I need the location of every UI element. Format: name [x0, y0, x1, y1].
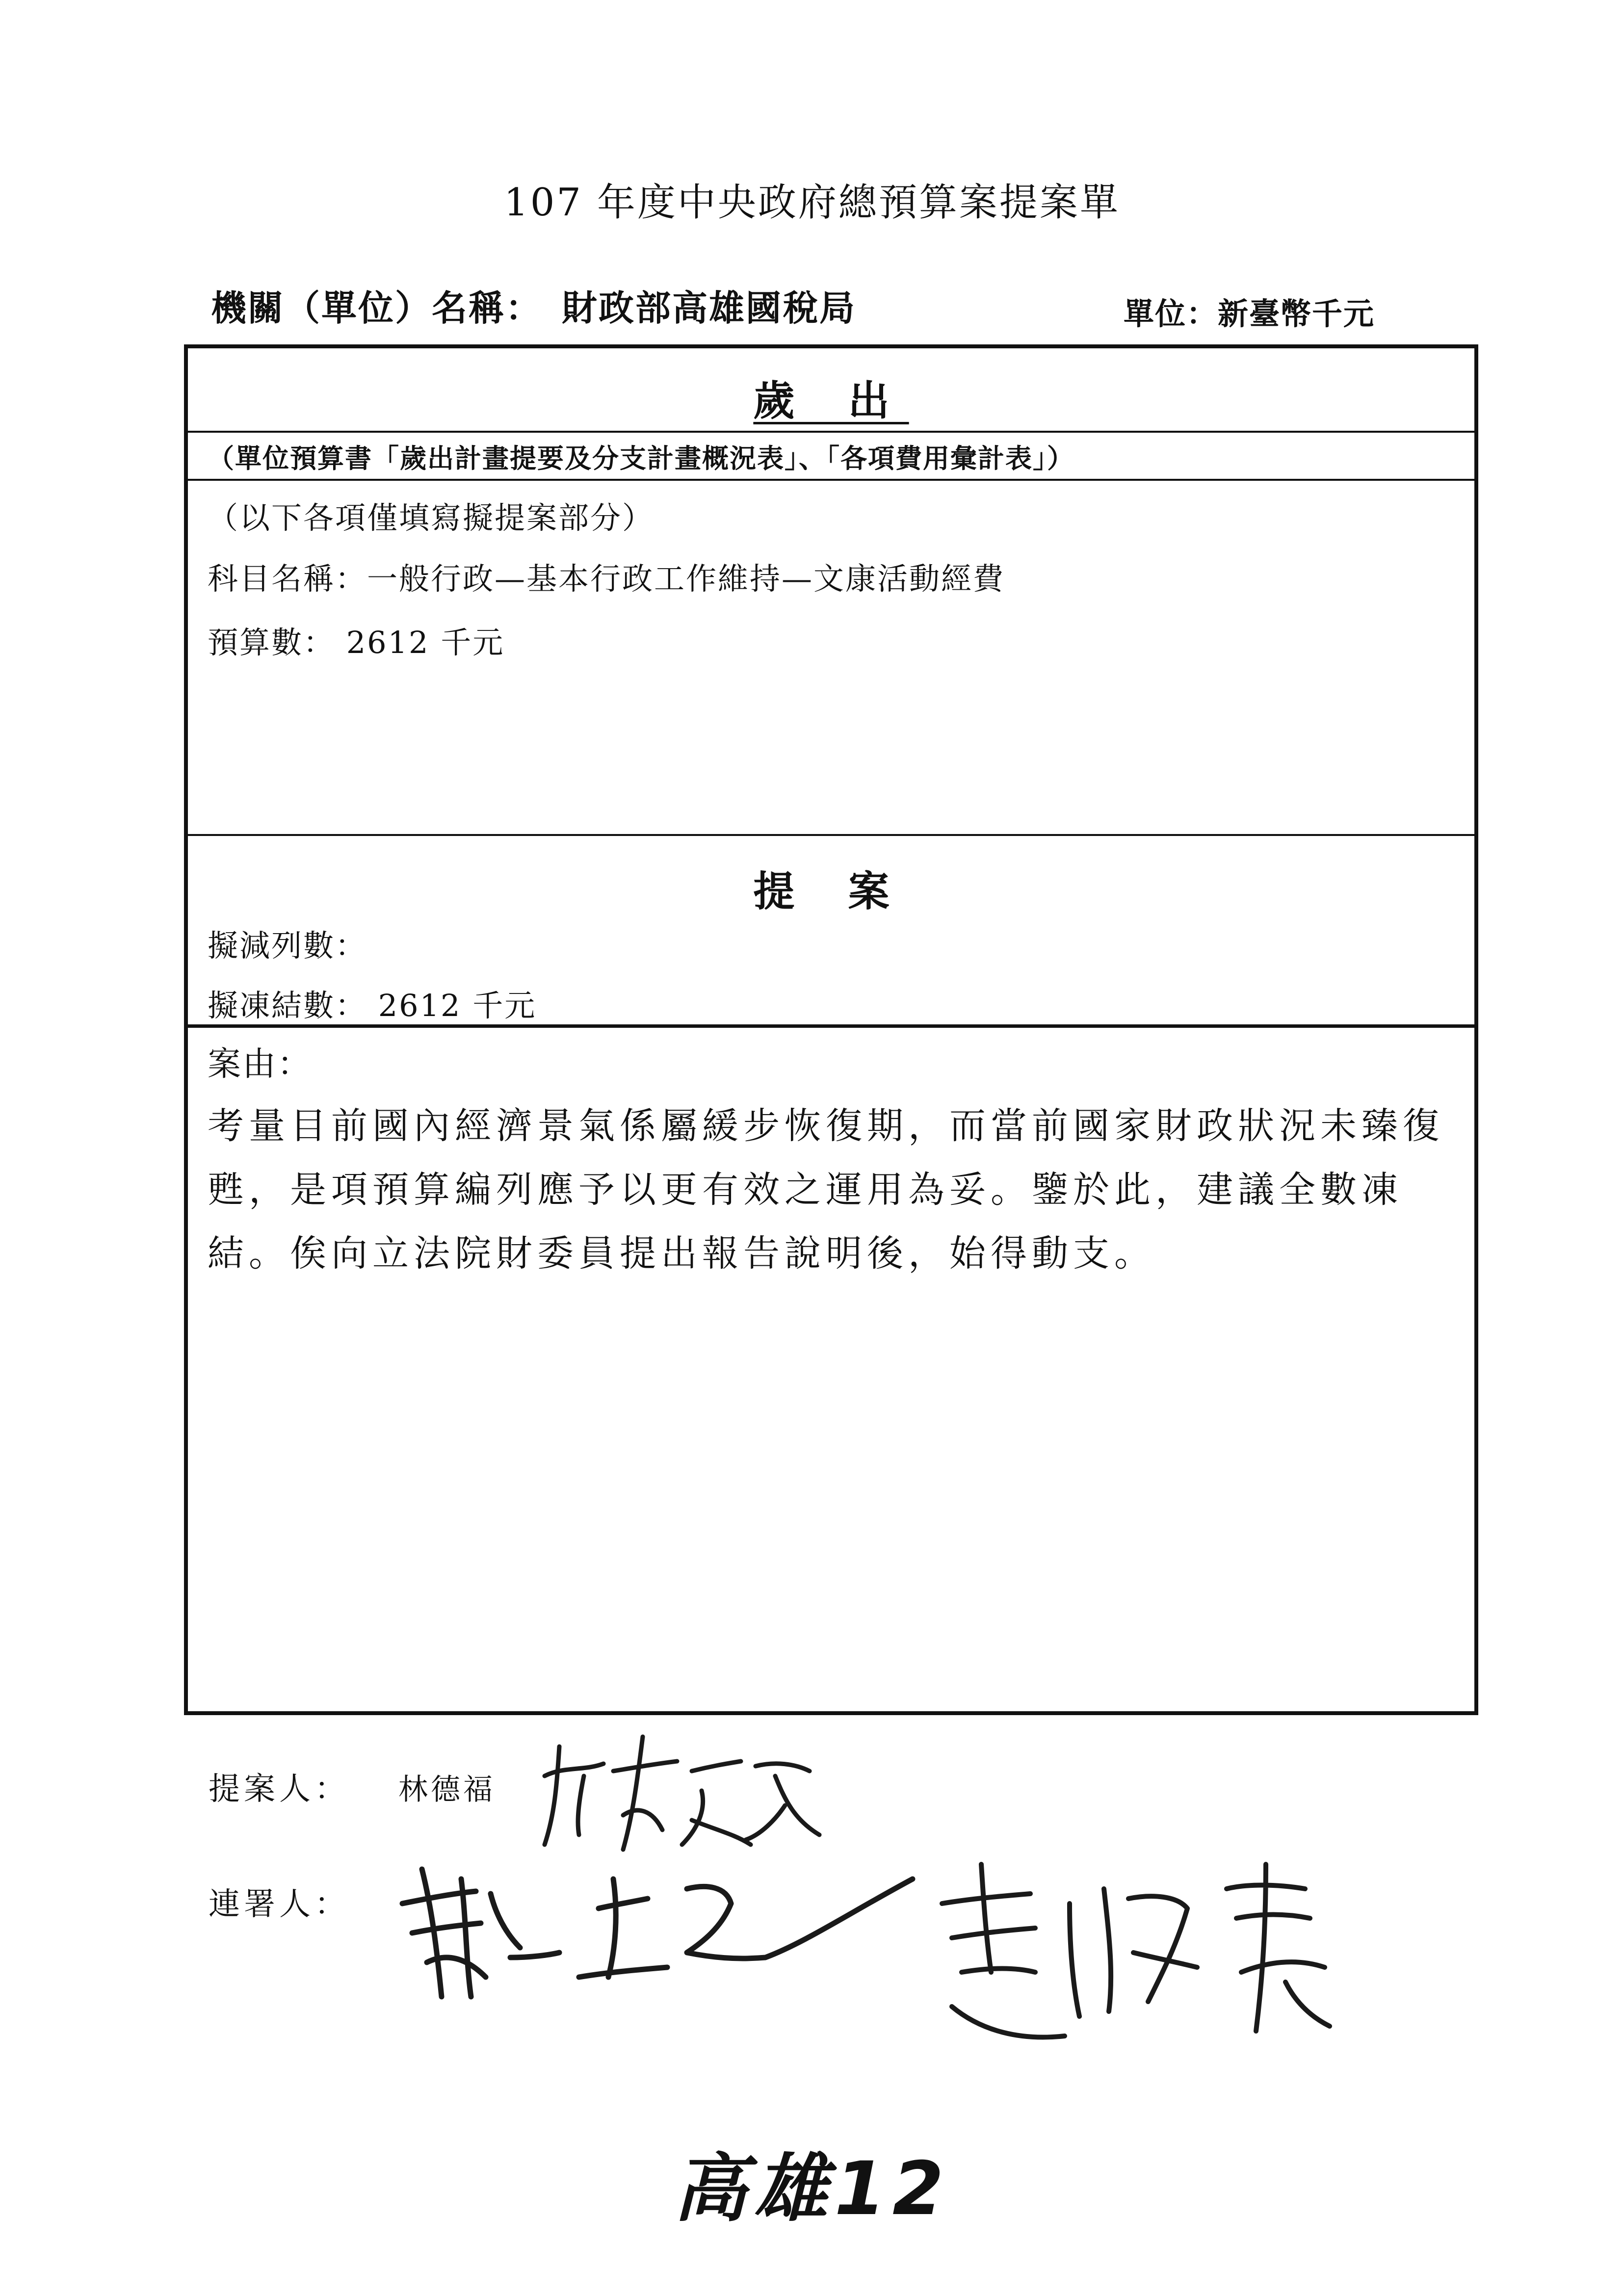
fill-note: （以下各項僅填寫擬提案部分）	[208, 500, 655, 536]
reduce-amount: 擬減列數：	[208, 928, 367, 964]
cosigner-label: 連署人：	[209, 1886, 350, 1923]
expenditure-heading-text: 歲 出	[753, 376, 909, 425]
agency-name: 財政部高雄國稅局	[562, 287, 857, 329]
subject-name: 科目名稱：一般行政—基本行政工作維持—文康活動經費	[208, 561, 1005, 597]
source-note: （單位預算書「歲出計畫提要及分支計畫概況表」、「各項費用彙計表」）	[208, 443, 1074, 474]
expenditure-heading	[188, 368, 1474, 427]
reason-label: 案由：	[208, 1045, 313, 1084]
cosigner-signature-2	[922, 1845, 1364, 2061]
reason-text: 考量目前國內經濟景氣係屬緩步恢復期，而當前國家財政狀況未臻復甦，是項預算編列應予以更有效之運用為妥。鑒於此，建議全數凍結。俟向立法院財委員提出報告說明後，始得動支。	[208, 1105, 1444, 1275]
unit-label: 單位：新臺幣千元	[1124, 296, 1375, 332]
divider	[188, 1024, 1474, 1028]
budget-amount: 預算數： 2612 千元	[208, 625, 505, 660]
divider	[188, 431, 1474, 433]
proposal-heading: 提 案	[753, 867, 909, 915]
agency-line	[211, 280, 856, 331]
document-title: 107 年度中央政府總預算案提案單	[504, 181, 1120, 225]
proposal-form	[184, 344, 1478, 1715]
divider	[188, 834, 1474, 836]
freeze-amount: 擬凍結數： 2612 千元	[208, 988, 537, 1023]
cosigner-signature-1	[393, 1835, 932, 2021]
proposer-label: 提案人：	[209, 1771, 350, 1807]
divider	[188, 479, 1474, 481]
agency-label: 機關（單位）名稱：	[211, 287, 543, 329]
proposer-name: 林德福	[398, 1773, 496, 1807]
file-stamp: 高雄12	[673, 2146, 951, 2232]
